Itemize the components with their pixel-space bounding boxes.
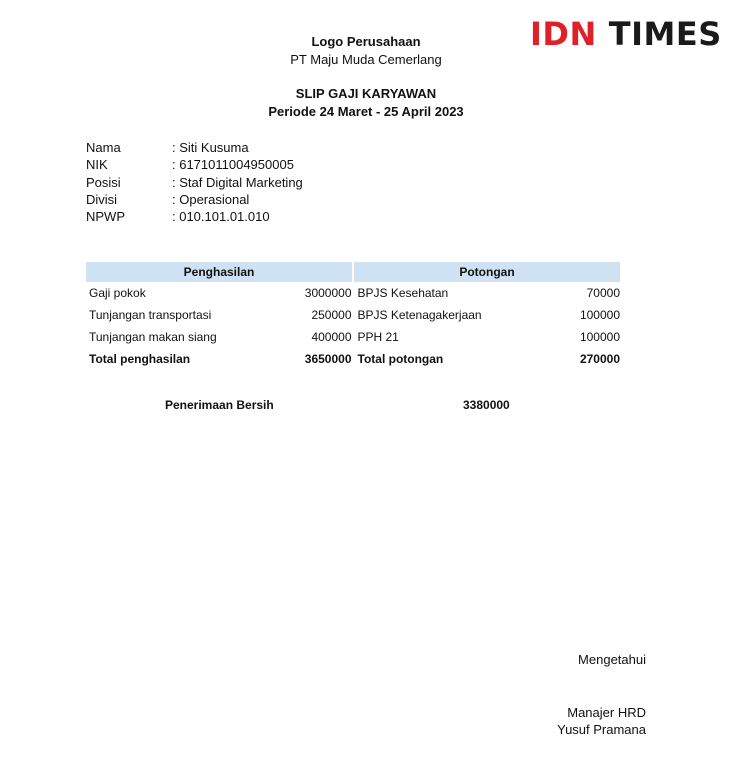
employee-label: Divisi bbox=[86, 191, 118, 207]
employee-row-position bbox=[86, 174, 303, 191]
income-name: Tunjangan transportasi bbox=[89, 308, 212, 322]
deduction-amount: 70000 bbox=[586, 286, 620, 300]
total-income-label: Total penghasilan bbox=[89, 352, 191, 366]
logo-times: TIMES bbox=[608, 15, 722, 53]
net-income-value: 3380000 bbox=[463, 398, 510, 412]
signer-position: Manajer HRD bbox=[567, 705, 646, 720]
total-deduction-amount: 270000 bbox=[579, 352, 620, 366]
income-amount: 400000 bbox=[311, 330, 352, 344]
employee-value: : Siti Kusuma bbox=[172, 140, 249, 155]
signer-name: Yusuf Pramana bbox=[557, 722, 646, 737]
total-income-amount: 3650000 bbox=[304, 352, 352, 366]
deduction-amount: 100000 bbox=[579, 330, 620, 344]
income-header: Penghasilan bbox=[86, 262, 352, 282]
employee-value: : Operasional bbox=[172, 191, 250, 207]
employee-row-nik bbox=[86, 156, 303, 173]
table-row-total bbox=[86, 348, 620, 370]
employee-label: NIK bbox=[86, 157, 108, 173]
deduction-name: BPJS Ketenagakerjaan bbox=[357, 308, 482, 322]
deduction-amount: 100000 bbox=[579, 308, 620, 322]
employee-value: : 010.101.01.010 bbox=[172, 209, 270, 225]
income-name: Gaji pokok bbox=[89, 286, 146, 300]
deduction-header: Potongan bbox=[354, 262, 620, 282]
slip-title: SLIP GAJI KARYAWAN bbox=[295, 86, 437, 101]
employee-row-name bbox=[86, 139, 303, 156]
payroll-table bbox=[86, 262, 620, 370]
employee-label: Posisi bbox=[86, 174, 121, 190]
logo-idn: IDN bbox=[530, 15, 597, 53]
deduction-name: BPJS Kesehatan bbox=[357, 286, 449, 300]
employee-label: Nama bbox=[86, 140, 121, 155]
income-amount: 250000 bbox=[311, 308, 352, 322]
employee-row-npwp bbox=[86, 208, 303, 225]
company-name: PT Maju Muda Cemerlang bbox=[290, 52, 442, 67]
employee-row-division bbox=[86, 191, 303, 208]
income-amount: 3000000 bbox=[304, 286, 352, 300]
deduction-name: PPH 21 bbox=[357, 330, 399, 344]
table-row bbox=[86, 282, 620, 304]
income-name: Tunjangan makan siang bbox=[89, 330, 217, 344]
employee-label: NPWP bbox=[86, 209, 125, 225]
employee-value: : 6171011004950005 bbox=[172, 157, 294, 173]
employee-info bbox=[86, 139, 303, 225]
net-income-label: Penerimaan Bersih bbox=[165, 398, 274, 412]
payroll-header bbox=[86, 262, 620, 282]
table-row bbox=[86, 326, 620, 348]
total-deduction-label: Total potongan bbox=[357, 352, 444, 366]
slip-period: Periode 24 Maret - 25 April 2023 bbox=[268, 104, 464, 119]
acknowledge-text: Mengetahui bbox=[578, 652, 646, 667]
employee-value: : Staf Digital Marketing bbox=[172, 174, 303, 190]
company-logo-text: Logo Perusahaan bbox=[311, 34, 421, 49]
table-row bbox=[86, 304, 620, 326]
